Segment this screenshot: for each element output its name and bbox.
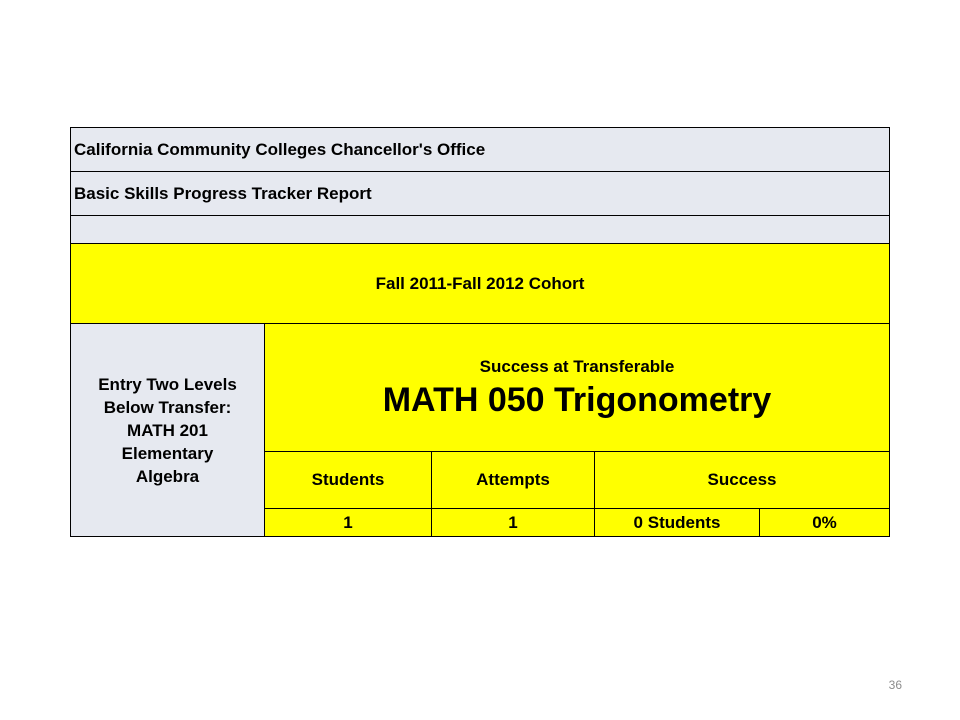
report-title: Basic Skills Progress Tracker Report <box>71 172 890 216</box>
value-success-percent: 0% <box>760 509 890 537</box>
cohort-label: Fall 2011-Fall 2012 Cohort <box>71 244 890 324</box>
blank-row <box>71 216 890 244</box>
entry-line-4: Elementary <box>121 443 214 463</box>
column-attempts: Attempts <box>432 452 595 509</box>
value-students: 1 <box>265 509 432 537</box>
entry-line-2: Below Transfer: <box>103 397 232 417</box>
course-title: MATH 050 Trigonometry <box>382 380 772 419</box>
entry-line-3: MATH 201 <box>127 420 208 440</box>
success-heading: Success at Transferable <box>479 356 675 376</box>
entry-line-5: Algebra <box>135 466 200 486</box>
column-students: Students <box>265 452 432 509</box>
value-attempts: 1 <box>432 509 595 537</box>
entry-line-1: Entry Two Levels <box>98 374 237 394</box>
column-success: Success <box>595 452 890 509</box>
progress-tracker-table <box>70 127 890 537</box>
org-name: California Community Colleges Chancellor's Office <box>71 128 890 172</box>
success-header-cell <box>265 324 890 452</box>
value-success-count: 0 Students <box>595 509 760 537</box>
page-number: 36 <box>888 678 902 692</box>
entry-level-cell <box>71 324 265 537</box>
